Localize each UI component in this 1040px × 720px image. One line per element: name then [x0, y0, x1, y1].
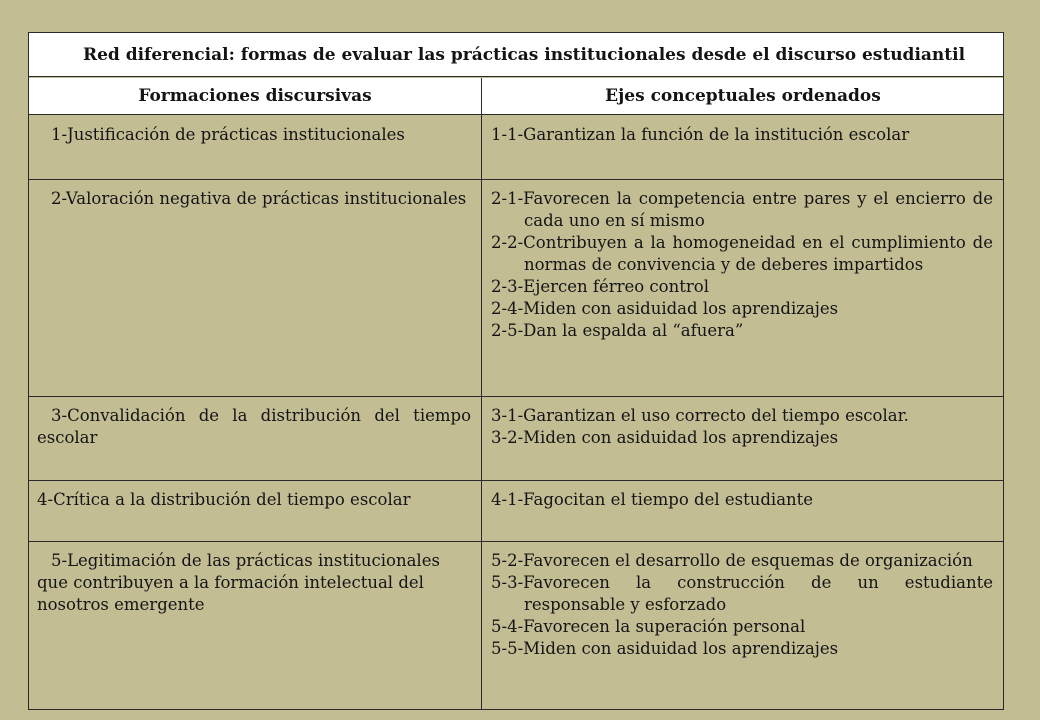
- axis-code: 2-5-: [491, 321, 524, 340]
- axis-text: Miden con asiduidad los aprendizajes: [523, 428, 839, 447]
- axis-item: [491, 188, 993, 232]
- axis-code: 2-3-: [491, 277, 524, 296]
- axis-text: Miden con asiduidad los aprendizajes: [523, 299, 839, 318]
- formation-cell: [37, 188, 471, 210]
- axis-code: 2-4-: [491, 299, 524, 318]
- axis-code: 2-2-: [491, 233, 524, 252]
- axis-text: Favorecen la competencia entre pares y el encierro de cada uno en sí mismo: [523, 189, 993, 230]
- axis-item: [491, 427, 993, 449]
- axis-text: Garantizan la función de la institución escolar: [523, 125, 910, 144]
- formation-text: 3-Convalidación de la distribución del tiempo escolar: [37, 406, 471, 447]
- formation-text: 2-Valoración negativa de prácticas institucionales: [51, 189, 467, 208]
- axis-text: Contribuyen a la homogeneidad en el cumplimiento de normas de convivencia y de deberes impartidos: [523, 233, 993, 274]
- axis-item: [491, 124, 993, 146]
- table-header-row: [29, 78, 1003, 115]
- axis-code: 3-1-: [491, 406, 524, 425]
- axis-code: 1-1-: [491, 125, 524, 144]
- axes-cell: [491, 489, 993, 511]
- axis-code: 5-3-: [491, 573, 524, 592]
- axis-code: 5-2-: [491, 551, 524, 570]
- axis-code: 2-1-: [491, 189, 524, 208]
- axis-item: [491, 276, 993, 298]
- axis-item: [491, 320, 993, 342]
- axes-cell: [491, 405, 993, 449]
- axis-code: 5-5-: [491, 639, 524, 658]
- axis-item: [491, 232, 993, 276]
- axis-text: Favorecen la construcción de un estudiante responsable y esforzado: [523, 573, 993, 614]
- header-formaciones: Formaciones discursivas: [138, 86, 372, 106]
- formation-cell: [37, 550, 471, 616]
- axis-text: Dan la espalda al “afuera”: [523, 321, 744, 340]
- table-title: Red diferencial: formas de evaluar las prácticas institucionales desde el discurso estudiantil: [29, 33, 1003, 77]
- column-divider: [481, 78, 482, 710]
- table-row: [29, 180, 1003, 397]
- formation-text: 4-Crítica a la distribución del tiempo escolar: [37, 490, 411, 509]
- formation-text: 5-Legitimación de las prácticas institucionales que contribuyen a la formación intelectual del nosotros emergente: [37, 551, 440, 614]
- table-frame: [28, 32, 1004, 710]
- axes-cell: [491, 188, 993, 342]
- formation-text: 1-Justificación de prácticas institucionales: [51, 125, 405, 144]
- axis-item: [491, 638, 993, 660]
- axis-text: Ejercen férreo control: [523, 277, 709, 296]
- axis-item: [491, 298, 993, 320]
- axis-text: Garantizan el uso correcto del tiempo escolar.: [523, 406, 909, 425]
- axis-item: [491, 550, 993, 572]
- axes-cell: [491, 550, 993, 660]
- formation-cell: [37, 124, 471, 146]
- axis-code: 3-2-: [491, 428, 524, 447]
- axis-item: [491, 489, 993, 511]
- axis-item: [491, 616, 993, 638]
- axis-code: 5-4-: [491, 617, 524, 636]
- table-row: [29, 481, 1003, 542]
- formation-cell: [37, 489, 471, 511]
- axis-text: Miden con asiduidad los aprendizajes: [523, 639, 839, 658]
- axis-text: Fagocitan el tiempo del estudiante: [523, 490, 814, 509]
- table-row: [29, 397, 1003, 481]
- axis-item: [491, 405, 993, 427]
- axes-cell: [491, 124, 993, 146]
- axis-item: [491, 572, 993, 616]
- axis-text: Favorecen la superación personal: [523, 617, 806, 636]
- header-ejes: Ejes conceptuales ordenados: [605, 86, 881, 106]
- axis-text: Favorecen el desarrollo de esquemas de organización: [523, 551, 973, 570]
- formation-cell: [37, 405, 471, 449]
- axis-code: 4-1-: [491, 490, 524, 509]
- table-row: [29, 542, 1003, 709]
- table-row: [29, 115, 1003, 180]
